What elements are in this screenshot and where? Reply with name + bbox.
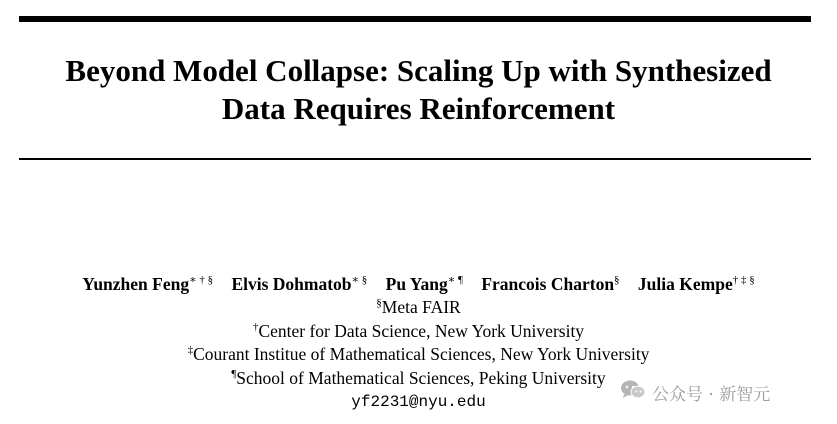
- affiliation-name: Courant Institue of Mathematical Sciences, New York University: [193, 344, 650, 364]
- contact-email[interactable]: yf2231@nyu.edu: [351, 393, 486, 411]
- author-name: Julia Kempe: [637, 274, 733, 294]
- author-1: [82, 271, 213, 297]
- affiliation-mark: ‡: [187, 344, 194, 356]
- affiliation-mark: §: [376, 297, 382, 309]
- affiliation-2: [0, 320, 837, 342]
- bottom-rule: [19, 158, 811, 160]
- author-list: [0, 271, 837, 297]
- affiliation-name: School of Mathematical Sciences, Peking University: [236, 368, 606, 388]
- watermark: [620, 379, 770, 405]
- author-marks: ∗ ¶: [447, 274, 463, 286]
- paper-title: [0, 52, 837, 128]
- author-marks: † ‡ §: [732, 274, 755, 286]
- affiliation-mark: †: [252, 321, 259, 333]
- author-name: Pu Yang: [385, 274, 448, 294]
- author-name: Francois Charton: [481, 274, 615, 294]
- author-marks: ∗ §: [351, 274, 368, 286]
- author-marks: §: [614, 274, 620, 286]
- wechat-icon: [620, 379, 646, 406]
- affiliation-3: [0, 343, 837, 365]
- affiliation-mark: ¶: [231, 368, 237, 380]
- author-name: Elvis Dohmatob: [231, 274, 352, 294]
- author-4: [481, 271, 619, 297]
- affiliation-name: Meta FAIR: [381, 297, 461, 317]
- top-rule: [19, 16, 811, 22]
- author-5: [638, 271, 755, 297]
- affiliation-name: Center for Data Science, New York University: [258, 321, 585, 341]
- author-2: [231, 271, 367, 297]
- watermark-text: 公众号 · 新智元: [652, 384, 771, 405]
- title-line-1: Beyond Model Collapse: Scaling Up with Synthesized: [65, 53, 772, 88]
- author-name: Yunzhen Feng: [82, 274, 190, 294]
- author-3: [386, 271, 463, 297]
- affiliation-1: [0, 296, 837, 318]
- title-line-2: Data Requires Reinforcement: [221, 91, 616, 126]
- author-marks: ∗ † §: [189, 274, 214, 286]
